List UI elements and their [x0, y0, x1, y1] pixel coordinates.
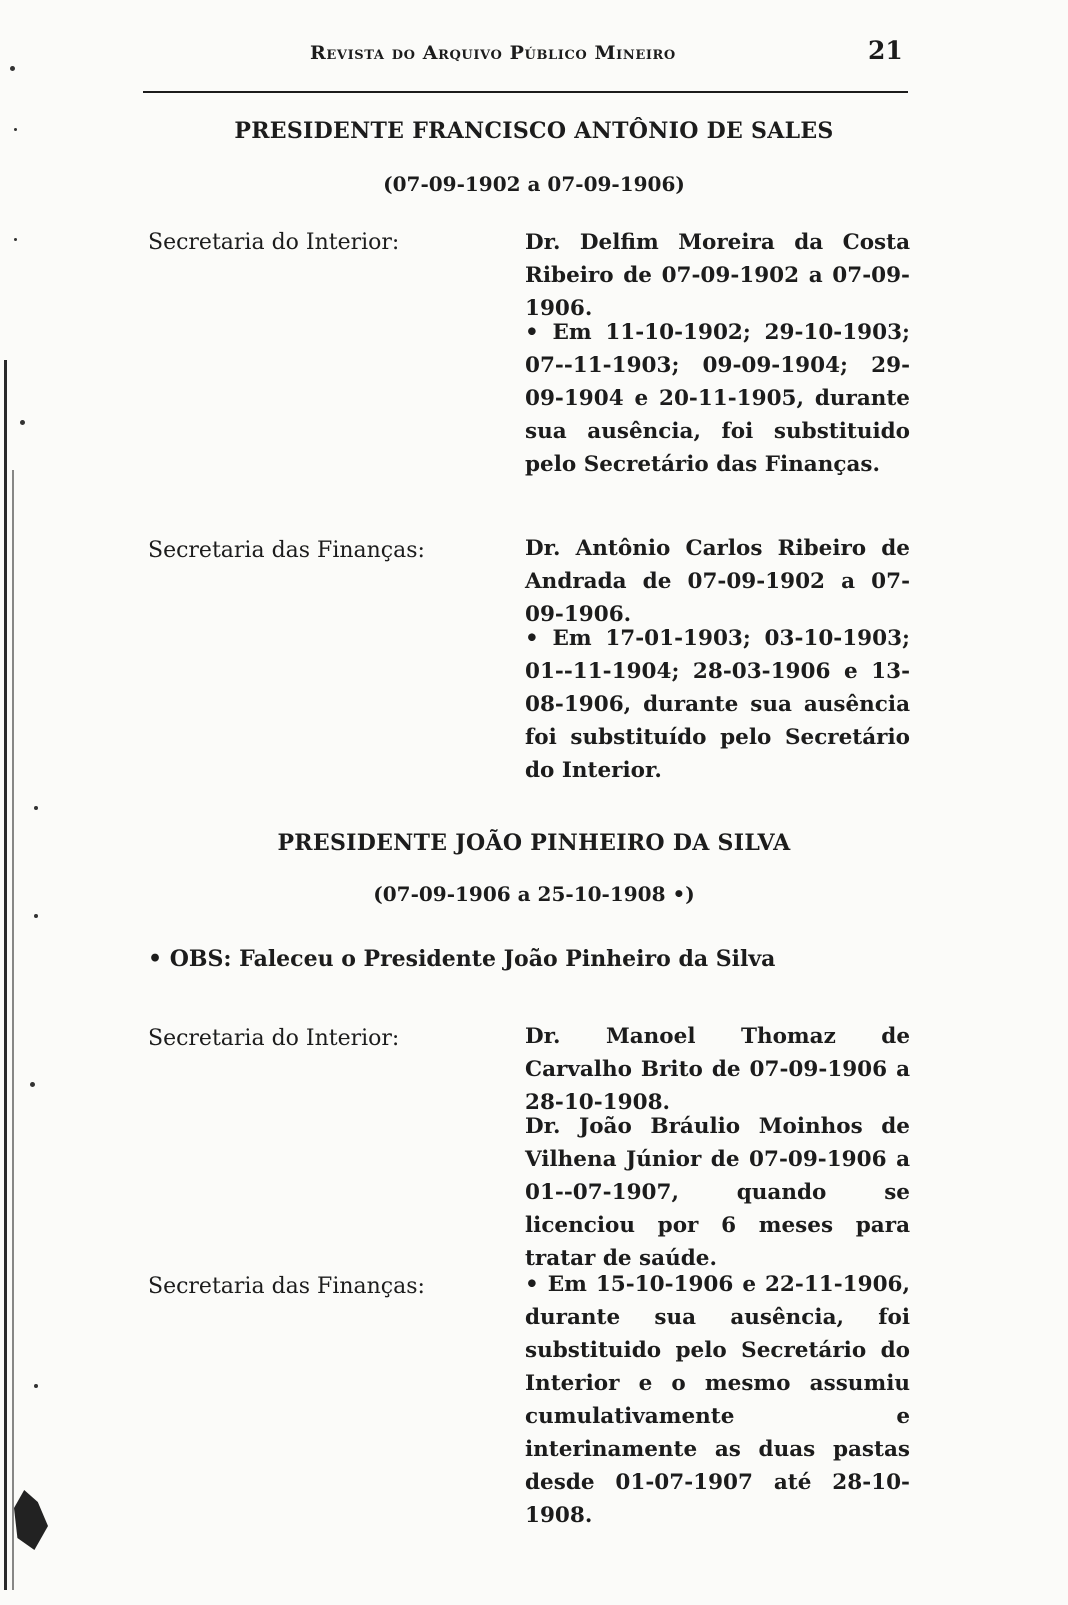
entry-label: Secretaria das Finanças: [148, 1274, 425, 1299]
scan-speck [34, 914, 38, 918]
scan-speck [30, 1082, 35, 1087]
entry-paragraph: • Em 11-10-1902; 29-10-1903; 07--11-1903; 09-09-1904; 29-09-1904 e 20-11-1905, durante sua ausência, foi substituido pelo Secretário das Finanças. [525, 320, 910, 477]
running-title: Revista do Arquivo Público Mineiro [310, 42, 676, 64]
scan-speck [34, 806, 38, 810]
header-rule [143, 91, 908, 93]
section-dates: (07-09-1902 a 07-09-1906) [383, 172, 685, 196]
binding-edge [4, 360, 7, 1590]
entry-label: Secretaria do Interior: [148, 1026, 400, 1051]
section-title: PRESIDENTE FRANCISCO ANTÔNIO DE SALES [234, 118, 834, 144]
binding-blot [14, 1490, 48, 1550]
page-number: 21 [868, 36, 903, 65]
entry-paragraph: • Em 15-10-1906 e 22-11-1906, durante sua ausência, foi substituido pelo Secretário do Interior e o mesmo assumiu cumulativamente e interinamente as duas pastas desde 01-07-1907 até 28-10-1908. [525, 1272, 910, 1528]
section-title: PRESIDENTE JOÃO PINHEIRO DA SILVA [277, 830, 791, 856]
entry-paragraph: Dr. João Bráulio Moinhos de Vilhena Júnior de 07-09-1906 a 01--07-1907, quando se licenciou por 6 meses para tratar de saúde. [525, 1114, 910, 1271]
binding-edge-shadow [12, 470, 14, 1590]
scan-speck [10, 66, 15, 71]
scan-speck [34, 1384, 38, 1388]
entry-label: Secretaria do Interior: [148, 230, 400, 255]
scan-speck [14, 238, 17, 241]
obs-note: • OBS: Faleceu o Presidente João Pinheiro da Silva [148, 946, 776, 972]
entry-paragraph: Dr. Manoel Thomaz de Carvalho Brito de 07-09-1906 a 28-10-1908. [525, 1024, 910, 1115]
entry-label: Secretaria das Finanças: [148, 538, 425, 563]
entry-paragraph: Dr. Antônio Carlos Ribeiro de Andrada de 07-09-1902 a 07-09-1906. [525, 536, 910, 627]
scan-speck [20, 420, 25, 425]
section-dates: (07-09-1906 a 25-10-1908 •) [373, 882, 695, 906]
entry-paragraph: Dr. Delfim Moreira da Costa Ribeiro de 07-09-1902 a 07-09-1906. [525, 230, 910, 321]
entry-paragraph: • Em 17-01-1903; 03-10-1903; 01--11-1904; 28-03-1906 e 13-08-1906, durante sua ausência foi substituído pelo Secretário do Interior. [525, 626, 910, 783]
